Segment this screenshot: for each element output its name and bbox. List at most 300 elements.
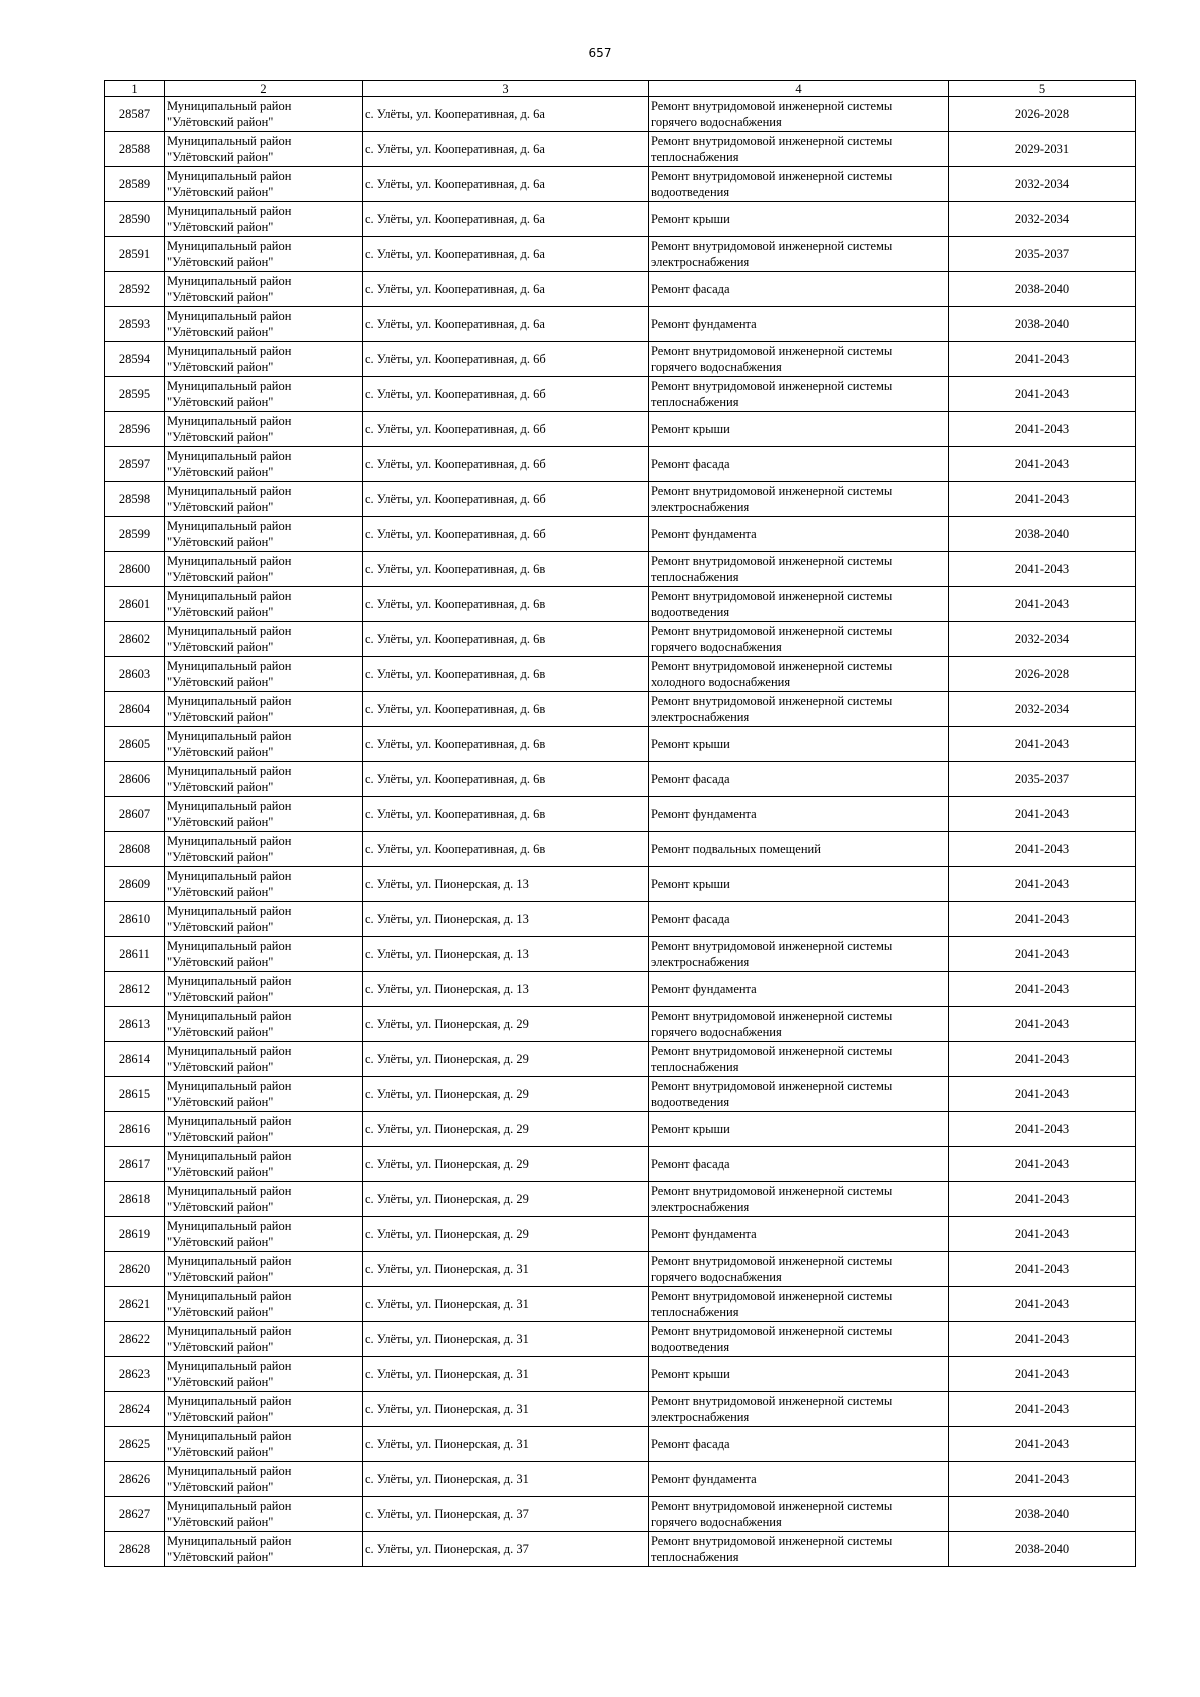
- row-number: 28587: [105, 97, 165, 132]
- planned-period: 2041-2043: [949, 1322, 1136, 1357]
- municipal-district: [165, 1357, 363, 1392]
- table-row: [105, 1287, 1136, 1322]
- district-line-2: "Улётовский район": [167, 640, 274, 654]
- building-address: с. Улёты, ул. Кооперативная, д. 6а: [363, 132, 649, 167]
- planned-period: 2041-2043: [949, 552, 1136, 587]
- planned-period: 2035-2037: [949, 237, 1136, 272]
- work-type-line-1: Ремонт внутридомовой инженерной системы: [651, 1499, 893, 1513]
- work-type: [649, 447, 949, 482]
- district-line-1: Муниципальный район: [167, 1254, 292, 1268]
- work-type-line-2: горячего водоснабжения: [651, 1270, 782, 1284]
- work-type: [649, 132, 949, 167]
- district-line-2: "Улётовский район": [167, 885, 274, 899]
- table-row: [105, 657, 1136, 692]
- table-row: [105, 832, 1136, 867]
- row-number: 28597: [105, 447, 165, 482]
- district-line-2: "Улётовский район": [167, 465, 274, 479]
- table-row: [105, 1147, 1136, 1182]
- planned-period: 2041-2043: [949, 482, 1136, 517]
- building-address: с. Улёты, ул. Кооперативная, д. 6б: [363, 447, 649, 482]
- district-line-2: "Улётовский район": [167, 920, 274, 934]
- municipal-district: [165, 1497, 363, 1532]
- work-type: [649, 622, 949, 657]
- district-line-1: Муниципальный район: [167, 904, 292, 918]
- municipal-district: [165, 1112, 363, 1147]
- work-type-line-1: Ремонт крыши: [651, 212, 730, 226]
- building-address: с. Улёты, ул. Кооперативная, д. 6а: [363, 97, 649, 132]
- municipal-district: [165, 307, 363, 342]
- district-line-1: Муниципальный район: [167, 1499, 292, 1513]
- district-line-2: "Улётовский район": [167, 1130, 274, 1144]
- work-type-line-1: Ремонт внутридомовой инженерной системы: [651, 1324, 893, 1338]
- municipal-district: [165, 902, 363, 937]
- table-row: [105, 412, 1136, 447]
- building-address: с. Улёты, ул. Кооперативная, д. 6в: [363, 762, 649, 797]
- district-line-1: Муниципальный район: [167, 589, 292, 603]
- municipal-district: [165, 622, 363, 657]
- district-line-1: Муниципальный район: [167, 624, 292, 638]
- building-address: с. Улёты, ул. Кооперативная, д. 6а: [363, 307, 649, 342]
- row-number: 28616: [105, 1112, 165, 1147]
- building-address: с. Улёты, ул. Пионерская, д. 31: [363, 1357, 649, 1392]
- work-type: [649, 1077, 949, 1112]
- building-address: с. Улёты, ул. Пионерская, д. 13: [363, 902, 649, 937]
- building-address: с. Улёты, ул. Кооперативная, д. 6б: [363, 412, 649, 447]
- page-number: 657: [588, 46, 612, 60]
- district-line-1: Муниципальный район: [167, 554, 292, 568]
- row-number: 28594: [105, 342, 165, 377]
- table-row: [105, 762, 1136, 797]
- planned-period: 2041-2043: [949, 377, 1136, 412]
- district-line-2: "Улётовский район": [167, 1445, 274, 1459]
- municipal-district: [165, 167, 363, 202]
- planned-period: 2041-2043: [949, 1077, 1136, 1112]
- table-row: [105, 587, 1136, 622]
- work-type: [649, 797, 949, 832]
- work-type: [649, 1497, 949, 1532]
- planned-period: 2041-2043: [949, 937, 1136, 972]
- work-type: [649, 902, 949, 937]
- work-type-line-2: горячего водоснабжения: [651, 360, 782, 374]
- district-line-2: "Улётовский район": [167, 325, 274, 339]
- municipal-district: [165, 1007, 363, 1042]
- row-number: 28622: [105, 1322, 165, 1357]
- row-number: 28613: [105, 1007, 165, 1042]
- building-address: с. Улёты, ул. Кооперативная, д. 6в: [363, 797, 649, 832]
- planned-period: 2041-2043: [949, 1252, 1136, 1287]
- building-address: с. Улёты, ул. Пионерская, д. 31: [363, 1462, 649, 1497]
- work-type-line-1: Ремонт фасада: [651, 912, 730, 926]
- district-line-2: "Улётовский район": [167, 500, 274, 514]
- district-line-1: Муниципальный район: [167, 1184, 292, 1198]
- district-line-1: Муниципальный район: [167, 869, 292, 883]
- municipal-district: [165, 832, 363, 867]
- district-line-2: "Улётовский район": [167, 815, 274, 829]
- work-type: [649, 1287, 949, 1322]
- row-number: 28599: [105, 517, 165, 552]
- work-type-line-2: теплоснабжения: [651, 1060, 739, 1074]
- work-type: [649, 1392, 949, 1427]
- work-type-line-1: Ремонт крыши: [651, 877, 730, 891]
- district-line-1: Муниципальный район: [167, 1219, 292, 1233]
- row-number: 28589: [105, 167, 165, 202]
- work-type: [649, 307, 949, 342]
- row-number: 28591: [105, 237, 165, 272]
- work-type-line-2: водоотведения: [651, 1340, 730, 1354]
- work-type-line-1: Ремонт внутридомовой инженерной системы: [651, 99, 893, 113]
- work-type-line-2: водоотведения: [651, 605, 730, 619]
- work-type: [649, 1112, 949, 1147]
- planned-period: 2026-2028: [949, 657, 1136, 692]
- table-row: [105, 972, 1136, 1007]
- table-row: [105, 937, 1136, 972]
- work-type-line-1: Ремонт крыши: [651, 737, 730, 751]
- planned-period: 2035-2037: [949, 762, 1136, 797]
- work-type-line-1: Ремонт подвальных помещений: [651, 842, 821, 856]
- district-line-1: Муниципальный район: [167, 484, 292, 498]
- building-address: с. Улёты, ул. Пионерская, д. 31: [363, 1322, 649, 1357]
- table-row: [105, 1042, 1136, 1077]
- district-line-1: Муниципальный район: [167, 659, 292, 673]
- work-type: [649, 412, 949, 447]
- district-line-1: Муниципальный район: [167, 239, 292, 253]
- building-address: с. Улёты, ул. Кооперативная, д. 6б: [363, 342, 649, 377]
- district-line-2: "Улётовский район": [167, 1165, 274, 1179]
- table-row: [105, 1357, 1136, 1392]
- municipal-district: [165, 797, 363, 832]
- municipal-district: [165, 1252, 363, 1287]
- repair-schedule-table: [104, 80, 1136, 1567]
- municipal-district: [165, 937, 363, 972]
- municipal-district: [165, 552, 363, 587]
- building-address: с. Улёты, ул. Пионерская, д. 29: [363, 1147, 649, 1182]
- row-number: 28625: [105, 1427, 165, 1462]
- work-type-line-2: электроснабжения: [651, 500, 750, 514]
- row-number: 28621: [105, 1287, 165, 1322]
- row-number: 28624: [105, 1392, 165, 1427]
- building-address: с. Улёты, ул. Кооперативная, д. 6в: [363, 727, 649, 762]
- work-type-line-1: Ремонт фасада: [651, 457, 730, 471]
- building-address: с. Улёты, ул. Пионерская, д. 29: [363, 1217, 649, 1252]
- district-line-2: "Улётовский район": [167, 430, 274, 444]
- municipal-district: [165, 517, 363, 552]
- table-row: [105, 1252, 1136, 1287]
- municipal-district: [165, 412, 363, 447]
- building-address: с. Улёты, ул. Кооперативная, д. 6в: [363, 622, 649, 657]
- building-address: с. Улёты, ул. Пионерская, д. 29: [363, 1042, 649, 1077]
- work-type: [649, 237, 949, 272]
- table-row: [105, 622, 1136, 657]
- row-number: 28602: [105, 622, 165, 657]
- row-number: 28592: [105, 272, 165, 307]
- work-type: [649, 762, 949, 797]
- row-number: 28623: [105, 1357, 165, 1392]
- district-line-1: Муниципальный район: [167, 974, 292, 988]
- district-line-2: "Улётовский район": [167, 1515, 274, 1529]
- municipal-district: [165, 1532, 363, 1567]
- planned-period: 2038-2040: [949, 307, 1136, 342]
- table-row: [105, 447, 1136, 482]
- work-type-line-1: Ремонт внутридомовой инженерной системы: [651, 379, 893, 393]
- district-line-2: "Улётовский район": [167, 1410, 274, 1424]
- district-line-2: "Улётовский район": [167, 220, 274, 234]
- row-number: 28626: [105, 1462, 165, 1497]
- table-body: [105, 97, 1136, 1567]
- row-number: 28590: [105, 202, 165, 237]
- district-line-1: Муниципальный район: [167, 694, 292, 708]
- row-number: 28618: [105, 1182, 165, 1217]
- municipal-district: [165, 972, 363, 1007]
- planned-period: 2041-2043: [949, 727, 1136, 762]
- work-type-line-1: Ремонт внутридомовой инженерной системы: [651, 1184, 893, 1198]
- work-type-line-2: теплоснабжения: [651, 1550, 739, 1564]
- building-address: с. Улёты, ул. Пионерская, д. 13: [363, 937, 649, 972]
- municipal-district: [165, 657, 363, 692]
- district-line-2: "Улётовский район": [167, 255, 274, 269]
- work-type: [649, 517, 949, 552]
- building-address: с. Улёты, ул. Кооперативная, д. 6в: [363, 552, 649, 587]
- district-line-1: Муниципальный район: [167, 1044, 292, 1058]
- work-type-line-2: электроснабжения: [651, 955, 750, 969]
- table-row: [105, 342, 1136, 377]
- municipal-district: [165, 587, 363, 622]
- work-type-line-1: Ремонт фундамента: [651, 982, 757, 996]
- work-type-line-1: Ремонт внутридомовой инженерной системы: [651, 1079, 893, 1093]
- building-address: с. Улёты, ул. Кооперативная, д. 6в: [363, 692, 649, 727]
- table-row: [105, 97, 1136, 132]
- municipal-district: [165, 132, 363, 167]
- building-address: с. Улёты, ул. Кооперативная, д. 6б: [363, 482, 649, 517]
- row-number: 28606: [105, 762, 165, 797]
- row-number: 28588: [105, 132, 165, 167]
- row-number: 28604: [105, 692, 165, 727]
- work-type-line-2: горячего водоснабжения: [651, 1025, 782, 1039]
- building-address: с. Улёты, ул. Пионерская, д. 29: [363, 1182, 649, 1217]
- row-number: 28611: [105, 937, 165, 972]
- district-line-2: "Улётовский район": [167, 1375, 274, 1389]
- work-type-line-1: Ремонт фасада: [651, 772, 730, 786]
- table-row: [105, 902, 1136, 937]
- work-type-line-2: электроснабжения: [651, 1200, 750, 1214]
- table-row: [105, 727, 1136, 762]
- municipal-district: [165, 377, 363, 412]
- work-type: [649, 1357, 949, 1392]
- table-row: [105, 1532, 1136, 1567]
- planned-period: 2032-2034: [949, 202, 1136, 237]
- table-row: [105, 1462, 1136, 1497]
- table-row: [105, 377, 1136, 412]
- district-line-2: "Улётовский район": [167, 535, 274, 549]
- row-number: 28627: [105, 1497, 165, 1532]
- row-number: 28598: [105, 482, 165, 517]
- district-line-1: Муниципальный район: [167, 1359, 292, 1373]
- planned-period: 2041-2043: [949, 867, 1136, 902]
- district-line-1: Муниципальный район: [167, 834, 292, 848]
- work-type: [649, 1007, 949, 1042]
- work-type: [649, 1427, 949, 1462]
- work-type: [649, 167, 949, 202]
- district-line-1: Муниципальный район: [167, 274, 292, 288]
- work-type-line-2: горячего водоснабжения: [651, 115, 782, 129]
- district-line-1: Муниципальный район: [167, 379, 292, 393]
- district-line-2: "Улётовский район": [167, 1305, 274, 1319]
- district-line-1: Муниципальный район: [167, 1009, 292, 1023]
- municipal-district: [165, 1392, 363, 1427]
- table-row: [105, 202, 1136, 237]
- work-type-line-1: Ремонт внутридомовой инженерной системы: [651, 239, 893, 253]
- district-line-2: "Улётовский район": [167, 395, 274, 409]
- district-line-2: "Улётовский район": [167, 1550, 274, 1564]
- work-type-line-2: водоотведения: [651, 1095, 730, 1109]
- municipal-district: [165, 237, 363, 272]
- table-row: [105, 1112, 1136, 1147]
- municipal-district: [165, 97, 363, 132]
- work-type-line-2: теплоснабжения: [651, 395, 739, 409]
- district-line-1: Муниципальный район: [167, 729, 292, 743]
- work-type-line-2: холодного водоснабжения: [651, 675, 791, 689]
- work-type-line-1: Ремонт крыши: [651, 1122, 730, 1136]
- table-row: [105, 237, 1136, 272]
- district-line-1: Муниципальный район: [167, 1324, 292, 1338]
- planned-period: 2041-2043: [949, 832, 1136, 867]
- work-type-line-1: Ремонт фундамента: [651, 1472, 757, 1486]
- work-type-line-1: Ремонт внутридомовой инженерной системы: [651, 484, 893, 498]
- row-number: 28610: [105, 902, 165, 937]
- row-number: 28628: [105, 1532, 165, 1567]
- district-line-2: "Улётовский район": [167, 360, 274, 374]
- building-address: с. Улёты, ул. Пионерская, д. 31: [363, 1427, 649, 1462]
- district-line-1: Муниципальный район: [167, 1114, 292, 1128]
- work-type-line-1: Ремонт внутридомовой инженерной системы: [651, 1044, 893, 1058]
- work-type-line-2: водоотведения: [651, 185, 730, 199]
- work-type-line-2: электроснабжения: [651, 710, 750, 724]
- work-type: [649, 1252, 949, 1287]
- district-line-2: "Улётовский район": [167, 115, 274, 129]
- work-type-line-1: Ремонт внутридомовой инженерной системы: [651, 169, 893, 183]
- building-address: с. Улёты, ул. Кооперативная, д. 6б: [363, 377, 649, 412]
- planned-period: 2041-2043: [949, 1112, 1136, 1147]
- district-line-2: "Улётовский район": [167, 1270, 274, 1284]
- district-line-2: "Улётовский район": [167, 745, 274, 759]
- district-line-2: "Улётовский район": [167, 850, 274, 864]
- building-address: с. Улёты, ул. Кооперативная, д. 6а: [363, 237, 649, 272]
- table-header: [105, 81, 1136, 97]
- header-col-3: 3: [363, 81, 649, 97]
- work-type-line-1: Ремонт крыши: [651, 422, 730, 436]
- district-line-2: "Улётовский район": [167, 150, 274, 164]
- work-type: [649, 377, 949, 412]
- district-line-1: Муниципальный район: [167, 414, 292, 428]
- planned-period: 2032-2034: [949, 622, 1136, 657]
- header-col-2: 2: [165, 81, 363, 97]
- work-type-line-1: Ремонт фасада: [651, 1157, 730, 1171]
- table-row: [105, 272, 1136, 307]
- work-type-line-1: Ремонт внутридомовой инженерной системы: [651, 694, 893, 708]
- planned-period: 2041-2043: [949, 1147, 1136, 1182]
- municipal-district: [165, 202, 363, 237]
- planned-period: 2041-2043: [949, 902, 1136, 937]
- building-address: с. Улёты, ул. Пионерская, д. 31: [363, 1392, 649, 1427]
- building-address: с. Улёты, ул. Кооперативная, д. 6в: [363, 832, 649, 867]
- work-type-line-1: Ремонт внутридомовой инженерной системы: [651, 344, 893, 358]
- work-type: [649, 1042, 949, 1077]
- municipal-district: [165, 447, 363, 482]
- row-number: 28595: [105, 377, 165, 412]
- table-row: [105, 517, 1136, 552]
- work-type-line-1: Ремонт внутридомовой инженерной системы: [651, 1009, 893, 1023]
- building-address: с. Улёты, ул. Кооперативная, д. 6в: [363, 657, 649, 692]
- work-type-line-1: Ремонт фасада: [651, 282, 730, 296]
- work-type: [649, 342, 949, 377]
- row-number: 28605: [105, 727, 165, 762]
- work-type: [649, 1147, 949, 1182]
- row-number: 28614: [105, 1042, 165, 1077]
- table-row: [105, 167, 1136, 202]
- table-row: [105, 1392, 1136, 1427]
- work-type-line-1: Ремонт внутридомовой инженерной системы: [651, 1289, 893, 1303]
- table-row: [105, 552, 1136, 587]
- work-type: [649, 97, 949, 132]
- planned-period: 2041-2043: [949, 447, 1136, 482]
- district-line-1: Муниципальный район: [167, 99, 292, 113]
- planned-period: 2032-2034: [949, 167, 1136, 202]
- district-line-2: "Улётовский район": [167, 780, 274, 794]
- planned-period: 2041-2043: [949, 587, 1136, 622]
- work-type: [649, 1217, 949, 1252]
- district-line-1: Муниципальный район: [167, 169, 292, 183]
- header-col-1: 1: [105, 81, 165, 97]
- building-address: с. Улёты, ул. Пионерская, д. 13: [363, 867, 649, 902]
- work-type-line-1: Ремонт внутридомовой инженерной системы: [651, 624, 893, 638]
- planned-period: 2041-2043: [949, 1357, 1136, 1392]
- work-type-line-1: Ремонт внутридомовой инженерной системы: [651, 1254, 893, 1268]
- work-type: [649, 937, 949, 972]
- work-type: [649, 202, 949, 237]
- municipal-district: [165, 1077, 363, 1112]
- building-address: с. Улёты, ул. Пионерская, д. 37: [363, 1532, 649, 1567]
- table-row: [105, 1217, 1136, 1252]
- work-type: [649, 832, 949, 867]
- table-row: [105, 482, 1136, 517]
- row-number: 28612: [105, 972, 165, 1007]
- row-number: 28603: [105, 657, 165, 692]
- row-number: 28615: [105, 1077, 165, 1112]
- work-type-line-1: Ремонт внутридомовой инженерной системы: [651, 1394, 893, 1408]
- municipal-district: [165, 1427, 363, 1462]
- work-type: [649, 972, 949, 1007]
- work-type-line-2: теплоснабжения: [651, 570, 739, 584]
- table-row: [105, 867, 1136, 902]
- district-line-1: Муниципальный район: [167, 449, 292, 463]
- planned-period: 2038-2040: [949, 1532, 1136, 1567]
- work-type: [649, 867, 949, 902]
- district-line-2: "Улётовский район": [167, 990, 274, 1004]
- work-type: [649, 1532, 949, 1567]
- building-address: с. Улёты, ул. Пионерская, д. 31: [363, 1252, 649, 1287]
- district-line-1: Муниципальный район: [167, 1429, 292, 1443]
- table-row: [105, 132, 1136, 167]
- work-type-line-1: Ремонт фундамента: [651, 527, 757, 541]
- row-number: 28600: [105, 552, 165, 587]
- district-line-2: "Улётовский район": [167, 1340, 274, 1354]
- building-address: с. Улёты, ул. Кооперативная, д. 6б: [363, 517, 649, 552]
- planned-period: 2041-2043: [949, 1427, 1136, 1462]
- planned-period: 2041-2043: [949, 412, 1136, 447]
- row-number: 28609: [105, 867, 165, 902]
- work-type-line-2: горячего водоснабжения: [651, 1515, 782, 1529]
- table-row: [105, 797, 1136, 832]
- work-type: [649, 1322, 949, 1357]
